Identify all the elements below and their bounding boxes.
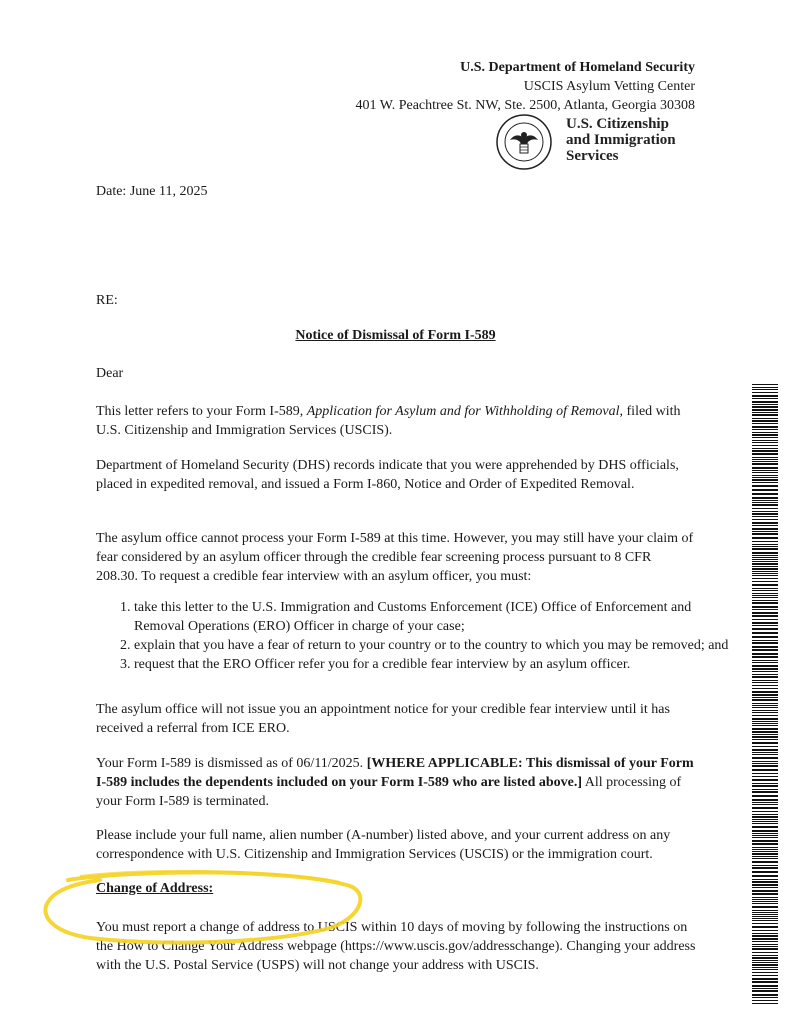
barcode-bar	[752, 833, 778, 834]
barcode-bar	[752, 789, 778, 790]
barcode-bar	[752, 528, 778, 530]
change-of-address-heading: Change of Address:	[96, 881, 214, 896]
barcode-bar	[752, 807, 778, 809]
barcode-bar	[752, 879, 778, 880]
paragraph-2: Department of Homeland Security (DHS) records indicate that you were apprehended by DHS officials, placed in expedited removal, and issued a Form I-860, Notice and Order of Expedited Removal.	[96, 458, 679, 492]
barcode-bar	[752, 721, 778, 722]
barcode-bar	[752, 981, 778, 983]
barcode-bar	[752, 432, 778, 433]
barcode-bar	[752, 754, 778, 755]
barcode-bar	[752, 749, 778, 751]
barcode-bar	[752, 705, 778, 706]
barcode-bar	[752, 467, 778, 469]
barcode-bar	[752, 757, 778, 759]
barcode-bar	[752, 578, 778, 579]
letterhead	[356, 58, 695, 115]
barcode-bar	[752, 881, 778, 883]
barcode-bar	[752, 1000, 778, 1001]
logo-line-3: Services	[566, 148, 619, 164]
barcode-bar	[752, 593, 778, 594]
barcode-bar	[752, 682, 778, 683]
barcode-bar	[752, 557, 778, 558]
re-line: RE:	[96, 293, 118, 308]
barcode-bar	[752, 489, 778, 491]
barcode-bar	[752, 776, 778, 777]
barcode-bar	[752, 972, 778, 973]
barcode-bar	[752, 861, 778, 863]
barcode-bar	[752, 646, 778, 648]
barcode-bar	[752, 389, 778, 390]
barcode-bar	[752, 477, 778, 478]
barcode-bar	[752, 392, 778, 393]
barcode-bar	[752, 723, 778, 724]
barcode-bar	[752, 437, 778, 438]
barcode-bar	[752, 920, 778, 921]
barcode-bar	[752, 404, 778, 405]
barcode-bar	[752, 948, 778, 950]
dhs-seal-icon	[496, 114, 552, 170]
barcode-bar	[752, 442, 778, 443]
barcode-bar	[752, 584, 778, 586]
barcode-bar	[752, 398, 778, 399]
barcode-bar	[752, 595, 778, 596]
barcode	[752, 384, 778, 1004]
barcode-bar	[752, 525, 778, 526]
barcode-bar	[752, 500, 778, 501]
barcode-bar	[752, 912, 778, 913]
notice-title: Notice of Dismissal of Form I-589	[295, 328, 496, 343]
barcode-bar	[752, 955, 778, 956]
barcode-bar	[752, 712, 778, 713]
barcode-bar	[752, 426, 778, 428]
barcode-bar	[752, 899, 778, 900]
barcode-bar	[752, 734, 778, 735]
barcode-bar	[752, 957, 778, 959]
barcode-bar	[752, 783, 778, 784]
barcode-bar	[752, 401, 778, 403]
barcode-bar	[752, 933, 778, 934]
barcode-bar	[752, 459, 778, 460]
barcode-bar	[752, 541, 778, 542]
barcode-bar	[752, 479, 778, 481]
barcode-bar	[752, 830, 778, 832]
barcode-bar	[752, 914, 778, 915]
barcode-bar	[752, 676, 778, 678]
barcode-bar	[752, 785, 778, 787]
barcode-bar	[752, 434, 778, 436]
barcode-bar	[752, 622, 778, 624]
barcode-bar	[752, 671, 778, 672]
barcode-bar	[752, 952, 778, 953]
barcode-bar	[752, 566, 778, 567]
barcode-bar	[752, 448, 778, 449]
barcode-bar	[752, 470, 778, 471]
list-item: 1. take this letter to the U.S. Immigration and Customs Enforcement (ICE) Office of Enforcement and Removal Operations (ERO) Officer in charge of your case;	[134, 598, 734, 636]
barcode-bar	[752, 814, 778, 815]
barcode-bar	[752, 946, 778, 947]
uscis-wordmark	[566, 116, 676, 164]
barcode-bar	[752, 935, 778, 937]
barcode-bar	[752, 668, 778, 670]
barcode-bar	[752, 703, 778, 704]
barcode-bar	[752, 990, 778, 992]
barcode-bar	[752, 537, 778, 539]
barcode-bar	[752, 871, 778, 873]
barcode-bar	[752, 811, 778, 812]
department-name: U.S. Department of Homeland Security	[460, 60, 695, 75]
barcode-bar	[752, 482, 778, 483]
center-address: 401 W. Peachtree St. NW, Ste. 2500, Atlanta, Georgia 30308	[355, 98, 695, 113]
barcode-bar	[752, 691, 778, 693]
barcode-bar	[752, 522, 778, 524]
instructions-list	[96, 598, 734, 674]
dependents-note: [WHERE APPLICABLE: This dismissal of your Form I-589 includes the dependents included on your Form I-589 who are listed above.]	[96, 756, 694, 790]
barcode-bar	[752, 642, 778, 644]
barcode-bar	[752, 875, 778, 877]
barcode-bar	[752, 994, 778, 996]
barcode-bar	[752, 837, 778, 838]
barcode-bar	[752, 710, 778, 711]
barcode-bar	[752, 472, 778, 473]
barcode-bar	[752, 746, 778, 747]
barcode-bar	[752, 739, 778, 740]
barcode-bar	[752, 944, 778, 945]
barcode-bar	[752, 773, 778, 774]
list-item: 3. request that the ERO Officer refer you for a credible fear interview by an asylum officer.	[134, 655, 734, 674]
barcode-bar	[752, 725, 778, 726]
barcode-bar	[752, 779, 778, 781]
barcode-bar	[752, 699, 778, 701]
barcode-bar	[752, 546, 778, 547]
barcode-bar	[752, 975, 778, 976]
barcode-bar	[752, 752, 778, 753]
barcode-bar	[752, 531, 778, 532]
barcode-bar	[752, 761, 778, 762]
barcode-bar	[752, 533, 778, 535]
barcode-bar	[752, 544, 778, 545]
barcode-bar	[752, 763, 778, 764]
barcode-bar	[752, 856, 778, 857]
barcode-bar	[752, 632, 778, 634]
barcode-bar	[752, 653, 778, 655]
barcode-bar	[752, 910, 778, 911]
barcode-bar	[752, 903, 778, 904]
barcode-bar	[752, 665, 778, 667]
barcode-bar	[752, 835, 778, 836]
barcode-bar	[752, 804, 778, 805]
barcode-bar	[752, 960, 778, 961]
barcode-bar	[752, 978, 778, 980]
paragraph-3: The asylum office cannot process your Form I-589 at this time. However, you may still have your claim of fear considered by an asylum officer through the credible fear screening process pursuant to 8 CFR 208.30. To request a credible fear interview with an asylum officer, you must:	[96, 531, 694, 584]
letter-date: Date: June 11, 2025	[96, 184, 208, 199]
barcode-bar	[752, 597, 778, 598]
barcode-bar	[752, 707, 778, 708]
barcode-bar	[752, 893, 778, 895]
barcode-bar	[752, 674, 778, 675]
barcode-bar	[752, 941, 778, 942]
barcode-bar	[752, 559, 778, 560]
barcode-bar	[752, 938, 778, 940]
barcode-bar	[752, 640, 778, 641]
paragraph-7: You must report a change of address to USCIS within 10 days of moving by following the instructions on the How to Change Your Address webpage (https://www.uscis.gov/addresschange). Changing your address with the U.S. Postal Service (USPS) will not change your address with USCIS.	[96, 920, 696, 973]
barcode-bar	[752, 475, 778, 476]
barcode-bar	[752, 819, 778, 820]
barcode-bar	[752, 802, 778, 803]
barcode-bar	[752, 821, 778, 822]
barcode-bar	[752, 502, 778, 503]
barcode-bar	[752, 988, 778, 989]
barcode-bar	[752, 853, 778, 855]
barcode-bar	[752, 697, 778, 698]
paragraph-6: Please include your full name, alien number (A-number) listed above, and your current address on any correspondence with U.S. Citizenship and Immigration Services (USCIS) or the immigration court.	[96, 828, 671, 862]
barcode-bar	[752, 384, 778, 385]
barcode-bar	[752, 508, 778, 509]
barcode-bar	[752, 619, 778, 620]
barcode-bar	[752, 660, 778, 661]
barcode-bar	[752, 823, 778, 824]
barcode-bar	[752, 718, 778, 720]
barcode-bar	[752, 901, 778, 902]
barcode-bar	[752, 440, 778, 441]
barcode-bar	[752, 497, 778, 499]
barcode-bar	[752, 858, 778, 859]
barcode-bar	[752, 685, 778, 686]
barcode-bar	[752, 867, 778, 869]
barcode-bar	[752, 799, 778, 801]
barcode-bar	[752, 930, 778, 931]
barcode-bar	[752, 552, 778, 554]
logo-line-1: U.S. Citizenship	[566, 116, 669, 132]
barcode-bar	[752, 511, 778, 512]
barcode-bar	[752, 985, 778, 987]
barcode-bar	[752, 851, 778, 852]
barcode-bar	[752, 795, 778, 797]
logo-line-2: and Immigration	[566, 132, 676, 148]
barcode-bar	[752, 884, 778, 886]
barcode-bar	[752, 715, 778, 716]
barcode-bar	[752, 575, 778, 576]
barcode-bar	[752, 600, 778, 601]
barcode-bar	[752, 916, 778, 917]
barcode-bar	[752, 493, 778, 495]
barcode-bar	[752, 926, 778, 928]
barcode-bar	[752, 843, 778, 845]
barcode-bar	[752, 923, 778, 924]
barcode-bar	[752, 849, 778, 850]
barcode-bar	[752, 409, 778, 411]
barcode-bar	[752, 463, 778, 465]
barcode-bar	[752, 571, 778, 572]
barcode-bar	[752, 969, 778, 970]
barcode-bar	[752, 662, 778, 663]
barcode-bar	[752, 590, 778, 591]
barcode-bar	[752, 555, 778, 556]
center-name: USCIS Asylum Vetting Center	[523, 79, 695, 94]
barcode-bar	[752, 826, 778, 828]
barcode-bar	[752, 423, 778, 424]
barcode-bar	[752, 485, 778, 487]
barcode-bar	[752, 967, 778, 968]
barcode-bar	[752, 429, 778, 430]
paragraph-4: The asylum office will not issue you an appointment notice for your credible fear interview until it has received a referral from ICE ERO.	[96, 702, 670, 736]
barcode-bar	[752, 731, 778, 733]
barcode-bar	[752, 420, 778, 422]
barcode-bar	[752, 865, 778, 866]
barcode-bar	[752, 906, 778, 908]
paragraph-5: Your Form I-589 is dismissed as of 06/11/2025. [WHERE APPLICABLE: This dismissal of your Form I-589 includes the dependents included on your Form I-589 who are listed above.] All processing of your Form I-589 is terminated.	[96, 756, 694, 809]
barcode-bar	[752, 612, 778, 614]
barcode-bar	[752, 450, 778, 452]
barcode-bar	[752, 847, 778, 848]
barcode-bar	[752, 548, 778, 550]
list-item: 2. explain that you have a fear of return to your country or to the country to which you may be removed; and	[134, 636, 734, 655]
barcode-bar	[752, 649, 778, 651]
barcode-bar	[752, 561, 778, 562]
barcode-bar	[752, 581, 778, 582]
barcode-bar	[752, 997, 778, 998]
barcode-bar	[752, 445, 778, 446]
barcode-bar	[752, 688, 778, 689]
barcode-bar	[752, 568, 778, 570]
barcode-bar	[752, 656, 778, 658]
barcode-bar	[752, 461, 778, 462]
barcode-bar	[752, 625, 778, 626]
barcode-bar	[752, 516, 778, 517]
barcode-bar	[752, 816, 778, 818]
barcode-bar	[752, 418, 778, 419]
barcode-bar	[752, 636, 778, 638]
barcode-bar	[752, 588, 778, 589]
barcode-bar	[752, 887, 778, 888]
barcode-bar	[752, 918, 778, 919]
barcode-bar	[752, 615, 778, 617]
barcode-bar	[752, 769, 778, 771]
barcode-bar	[752, 964, 778, 966]
barcode-bar	[752, 513, 778, 515]
barcode-bar	[752, 1003, 778, 1004]
barcode-bar	[752, 563, 778, 565]
barcode-bar	[752, 602, 778, 604]
barcode-bar	[752, 840, 778, 842]
barcode-bar	[752, 962, 778, 963]
barcode-bar	[752, 504, 778, 506]
barcode-bar	[752, 728, 778, 730]
barcode-bar	[752, 765, 778, 767]
barcode-bar	[752, 519, 778, 520]
barcode-bar	[752, 628, 778, 630]
barcode-bar	[752, 453, 778, 455]
barcode-bar	[752, 609, 778, 610]
barcode-bar	[752, 412, 778, 413]
barcode-bar	[752, 457, 778, 458]
form-title-italic: Application for Asylum and for Withholding of Removal	[306, 404, 620, 419]
barcode-bar	[752, 694, 778, 696]
barcode-bar	[752, 414, 778, 416]
paragraph-1: This letter refers to your Form I-589, Application for Asylum and for Withholding of Removal, filed with U.S. Citizenship and Immigration Services (USCIS).	[96, 404, 681, 438]
barcode-bar	[752, 573, 778, 574]
barcode-bar	[752, 791, 778, 793]
barcode-bar	[752, 897, 778, 898]
salutation: Dear	[96, 366, 124, 381]
barcode-bar	[752, 680, 778, 681]
barcode-bar	[752, 395, 778, 397]
barcode-bar	[752, 387, 778, 388]
uscis-logo	[496, 114, 696, 172]
barcode-bar	[752, 406, 778, 408]
barcode-bar	[752, 742, 778, 744]
barcode-bar	[752, 890, 778, 892]
barcode-bar	[752, 606, 778, 608]
barcode-bar	[752, 736, 778, 738]
